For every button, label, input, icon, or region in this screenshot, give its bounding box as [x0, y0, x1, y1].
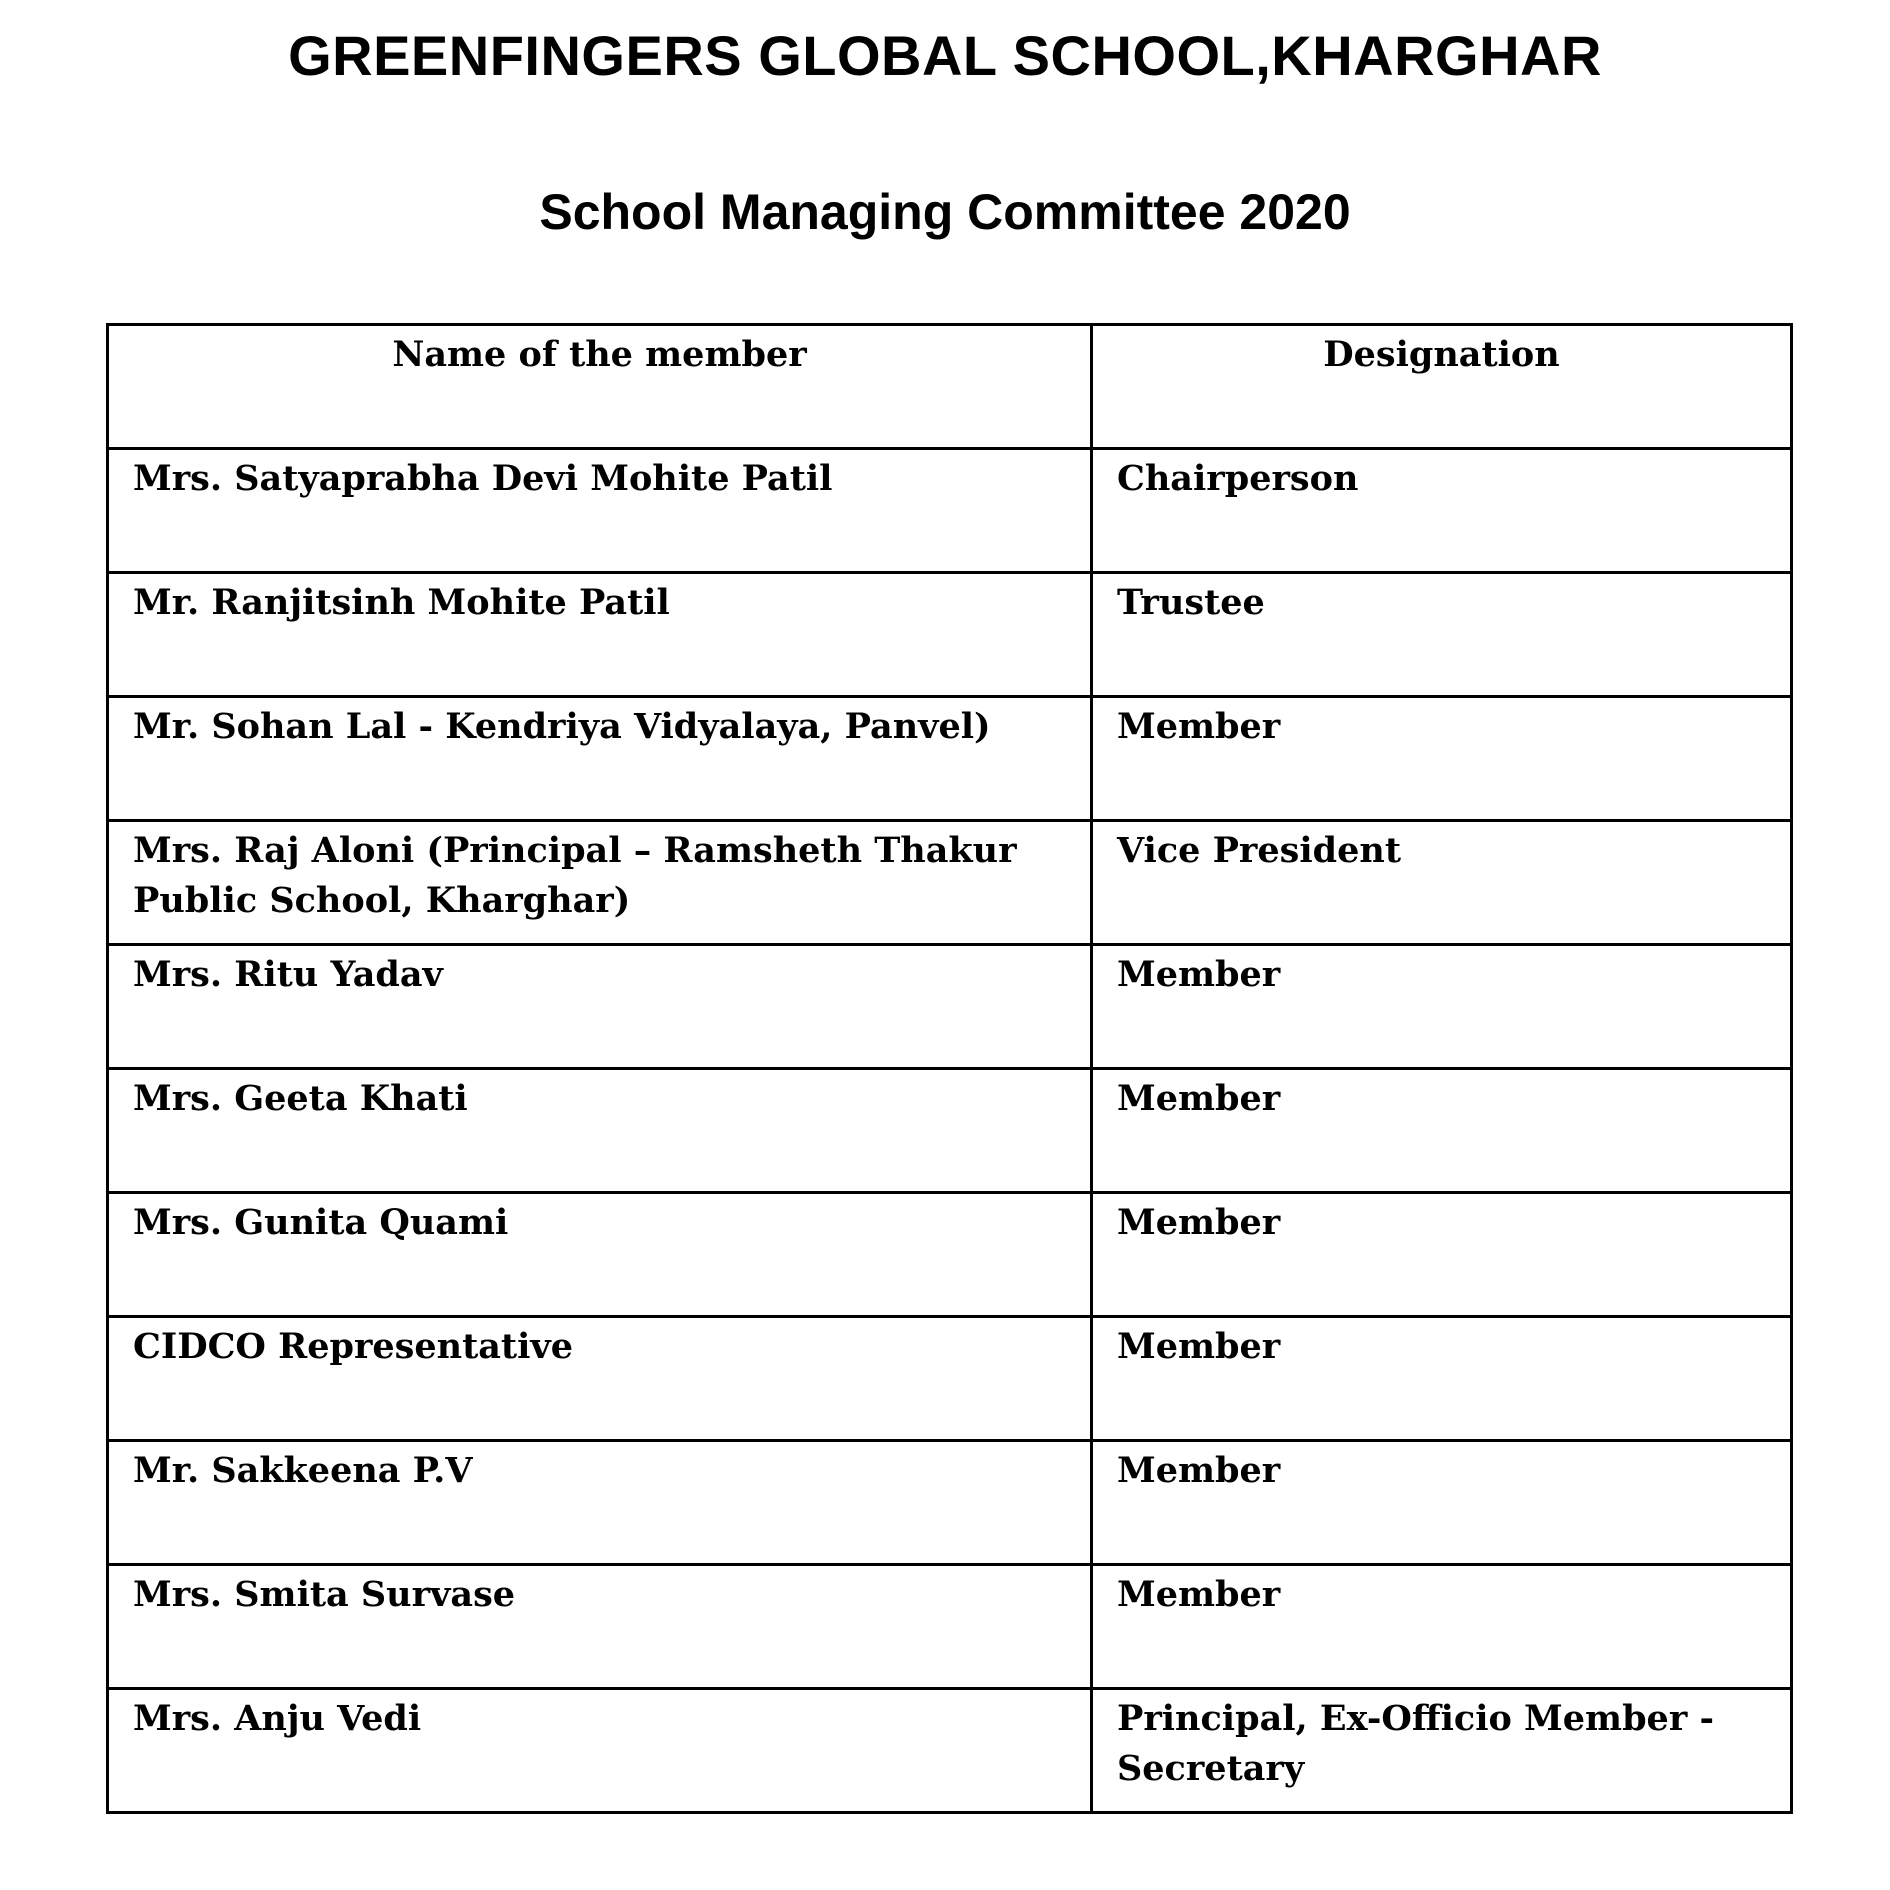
- table-row: [108, 821, 1792, 945]
- member-designation-cell: Chairperson: [1092, 449, 1792, 573]
- school-name-heading: GREENFINGERS GLOBAL SCHOOL,KHARGHAR: [288, 24, 1602, 87]
- table-row: [108, 1565, 1792, 1689]
- member-designation-cell: Member: [1092, 1565, 1792, 1689]
- header-designation: Designation: [1092, 325, 1792, 449]
- header-name-of-member: Name of the member: [108, 325, 1092, 449]
- member-name-cell: CIDCO Representative: [108, 1317, 1092, 1441]
- member-name-cell: Mrs. Gunita Quami: [108, 1193, 1092, 1317]
- member-designation-cell: Principal, Ex-Officio Member - Secretary: [1092, 1689, 1792, 1813]
- member-name-cell: Mrs. Smita Survase: [108, 1565, 1092, 1689]
- member-name-cell: Mr. Ranjitsinh Mohite Patil: [108, 573, 1092, 697]
- table-row: [108, 697, 1792, 821]
- table-row: [108, 1069, 1792, 1193]
- member-name-cell: Mrs. Raj Aloni (Principal – Ramsheth Thakur Public School, Kharghar): [108, 821, 1092, 945]
- member-name-cell: Mrs. Satyaprabha Devi Mohite Patil: [108, 449, 1092, 573]
- committee-members-table: [106, 323, 1793, 1814]
- member-name-cell: Mrs. Geeta Khati: [108, 1069, 1092, 1193]
- committee-title-heading: School Managing Committee 2020: [539, 184, 1351, 240]
- table-row: [108, 1689, 1792, 1813]
- table-row: [108, 1193, 1792, 1317]
- member-designation-cell: Member: [1092, 1069, 1792, 1193]
- table-row: [108, 945, 1792, 1069]
- member-name-cell: Mrs. Ritu Yadav: [108, 945, 1092, 1069]
- member-designation-cell: Member: [1092, 1317, 1792, 1441]
- table-row: [108, 573, 1792, 697]
- member-name-cell: Mr. Sohan Lal - Kendriya Vidyalaya, Panvel): [108, 697, 1092, 821]
- table-row: [108, 1317, 1792, 1441]
- member-designation-cell: Member: [1092, 1193, 1792, 1317]
- member-name-cell: Mr. Sakkeena P.V: [108, 1441, 1092, 1565]
- table-row: [108, 1441, 1792, 1565]
- table-header-row: [108, 325, 1792, 449]
- member-designation-cell: Vice President: [1092, 821, 1792, 945]
- member-designation-cell: Member: [1092, 697, 1792, 821]
- member-designation-cell: Member: [1092, 1441, 1792, 1565]
- table-row: [108, 449, 1792, 573]
- member-designation-cell: Member: [1092, 945, 1792, 1069]
- member-name-cell: Mrs. Anju Vedi: [108, 1689, 1092, 1813]
- member-designation-cell: Trustee: [1092, 573, 1792, 697]
